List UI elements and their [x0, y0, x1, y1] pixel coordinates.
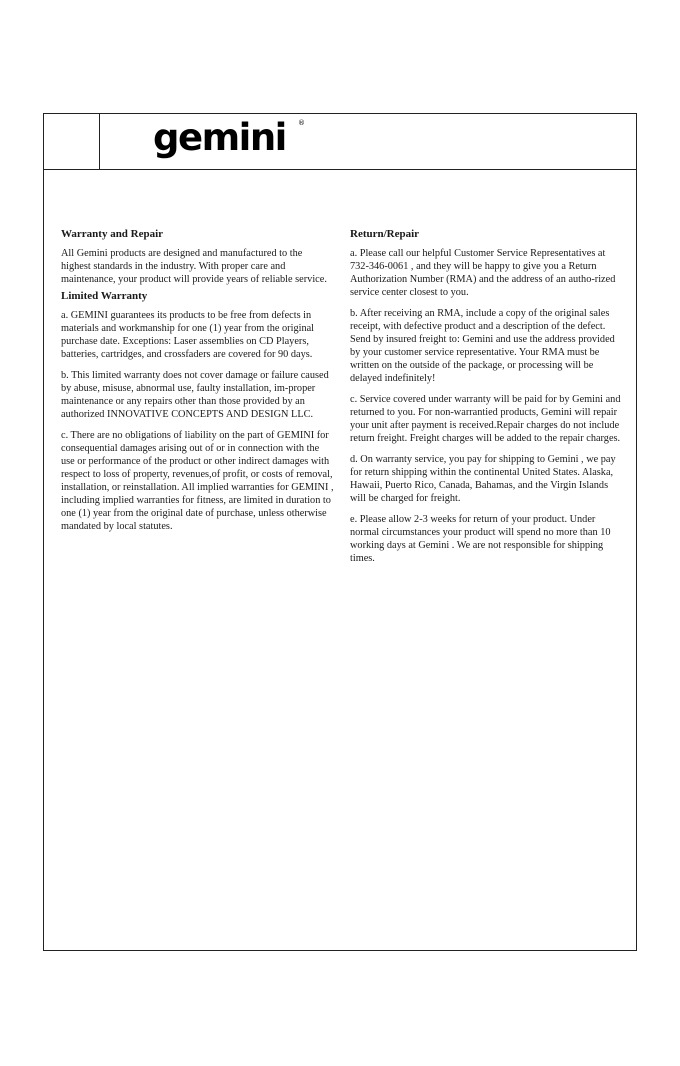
return-repair-d: d. On warranty service, you pay for shipping to Gemini , we pay for return shipping within the continental United States. Alaska, Hawaii, Puerto Rico, Canada, Bahamas, and the Virgin Islands will be charged for freight.	[350, 454, 616, 504]
header-divider	[99, 114, 100, 170]
page-frame	[43, 113, 637, 951]
left-column	[61, 228, 334, 541]
header-band	[44, 114, 636, 170]
limited-warranty-c: c. There are no obligations of liability on the part of GEMINI for consequential damages arising out of or in connection with the use or performance of the product or other indirect damages with respect to loss of property, revenues,of profit, or costs of removal, installation, or reinstallation. All implied warranties for GEMINI , including implied warranties for fitness, are limited in duration to one (1) year from the original date of purchase, unless otherwise mandated by local statutes.	[61, 430, 334, 532]
right-column	[350, 228, 622, 573]
return-repair-a: a. Please call our helpful Customer Service Representatives at 732-346-0061 , and they will be happy to give you a Return Authorization Number (RMA) and the address of an autho-rized service center closest to you.	[350, 248, 616, 298]
return-repair-c: c. Service covered under warranty will be paid for by Gemini and returned to you. For non-warrantied products, Gemini will repair your unit after payment is received.Repair charges do not include return freight. Freight charges will be added to the repair charges.	[350, 394, 621, 444]
limited-warranty-a: a. GEMINI guarantees its products to be free from defects in materials and workmanship for one (1) year from the original purchase date. Exceptions: Laser assemblies on CD Players, batteries, cartridges, and crossfaders are covered for 90 days.	[61, 310, 315, 360]
return-repair-heading: Return/Repair	[350, 228, 420, 240]
return-repair-e: e. Please allow 2-3 weeks for return of your product. Under normal circumstances your product will spend no more than 10 working days at Gemini . We are not responsible for shipping times.	[350, 514, 611, 564]
warranty-heading: Warranty and Repair	[61, 228, 164, 240]
registered-mark: ®	[298, 119, 305, 127]
warranty-intro: All Gemini products are designed and manufactured to the highest standards in the industry. With proper care and maintenance, your product will provide years of reliable service.	[61, 248, 327, 285]
return-repair-b: b. After receiving an RMA, include a copy of the original sales receipt, with defective product and a description of the defect. Send by insured freight to: Gemini and use the address provided by your customer service representative. Your RMA must be written on the outside of the package, or processing will be delayed indefinitely!	[350, 308, 615, 384]
limited-warranty-heading: Limited Warranty	[61, 290, 148, 302]
gemini-logo: gemini	[153, 116, 286, 159]
limited-warranty-b: b. This limited warranty does not cover damage or failure caused by abuse, misuse, abnormal use, faulty installation, im-proper maintenance or any repairs other than those provided by an authorized INNOVATIVE CONCEPTS AND DESIGN LLC.	[61, 370, 329, 420]
